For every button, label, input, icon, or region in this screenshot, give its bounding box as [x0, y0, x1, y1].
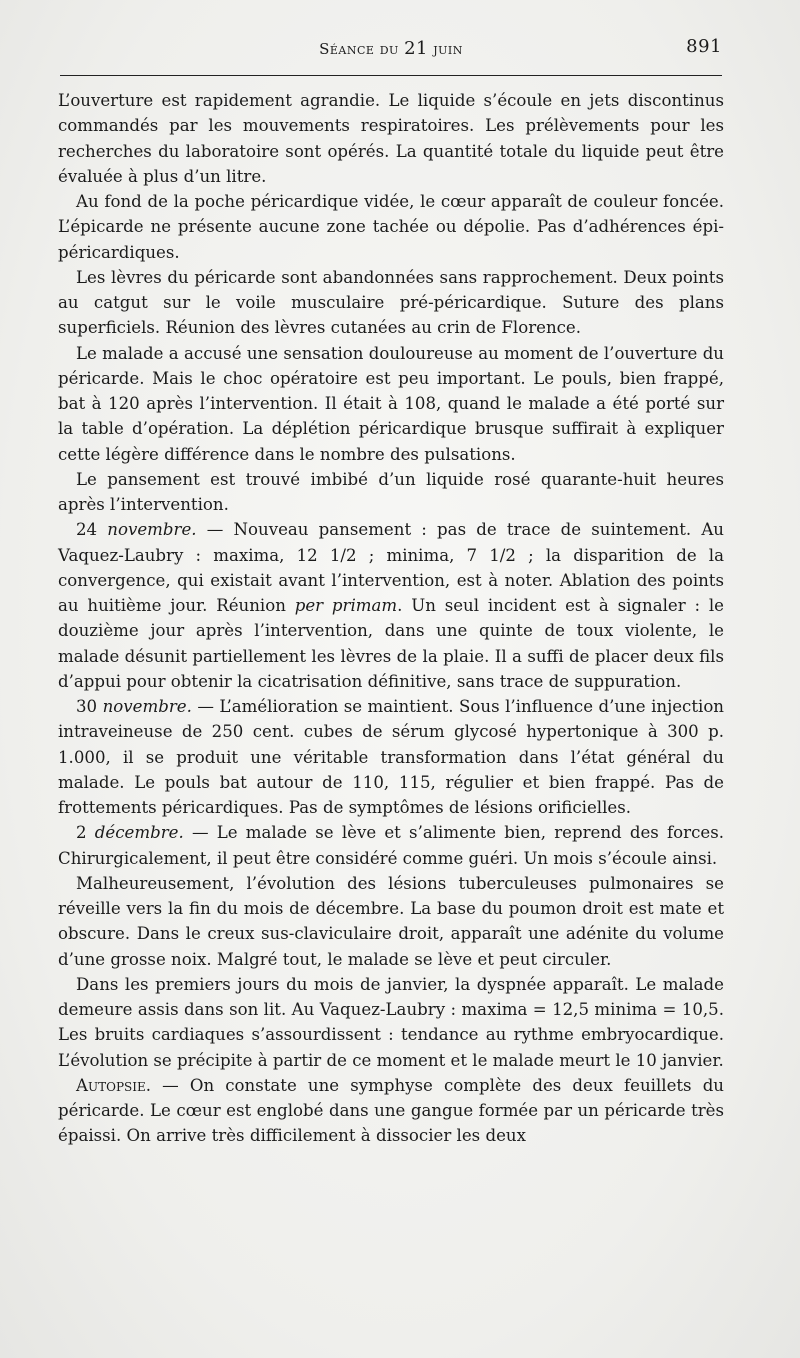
page-number: 891 — [686, 36, 722, 57]
title-month: juin — [427, 40, 463, 58]
text-body — [58, 88, 724, 1149]
entry-date-number: 2 — [76, 823, 95, 843]
title-prefix: Séance du — [319, 40, 405, 58]
entry-date-word: décembre. — [94, 823, 184, 843]
paragraph: Le pansement est trouvé imbibé d’un liquide rosé quarante-huit heures après l’intervention. — [58, 469, 724, 514]
entry-text: — Le malade se lève et s’alimente bien, reprend des forces. Chirurgicalement, il peut être considéré comme guéri. Un mois s’écoule ainsi. — [58, 823, 724, 868]
autopsy-text: — On constate une symphyse complète des deux feuillets du péricarde. Le cœur est englobé dans une gangue formée par un péricarde très épaissi. On arrive très difficilement à dissocier les deux — [58, 1075, 724, 1146]
header-rule — [60, 75, 722, 76]
running-header — [60, 36, 722, 58]
entry-text: — Nouveau pansement : pas de trace de suintement. Au Vaquez-Laubry : maxima, 12 1/2 ; minima, 7 1/2 ; la disparition de la convergence, qui existait avant l’intervention, est à noter. Ablation des points au huitième jour. Réunion — [58, 520, 724, 615]
paragraph: Au fond de la poche péricardique vidée, le cœur apparaît de couleur foncée. L’épicarde ne présente aucune zone tachée ou dépolie. Pas d’adhérences épi-péricardiques. — [58, 192, 724, 262]
dated-entry — [58, 694, 724, 820]
paragraph: Malheureusement, l’évolution des lésions tuberculeuses pulmonaires se réveille vers la fin du mois de décembre. La base du poumon droit est mate et obscure. Dans le creux sus-claviculaire droit, apparaît une adénite du volume d’une grosse noix. Malgré tout, le malade se lève et peut circuler. — [58, 873, 724, 969]
title-day: 21 — [404, 38, 428, 59]
entry-date-number: 30 — [76, 697, 103, 716]
entry-date-number: 24 — [76, 520, 108, 540]
autopsy-label: Autopsie. — [76, 1075, 152, 1095]
entry-date-word: novembre. — [107, 520, 197, 540]
latin-phrase: per primam — [294, 596, 398, 615]
paragraph: Dans les premiers jours du mois de janvier, la dyspnée apparaît. Le malade demeure assis dans son lit. Au Vaquez-Laubry : maxima = 12,5 minima = 10,5. Les bruits cardiaques s’assourdissent : tendance au rythme embryocardique. L’évolution se précipite à partir de ce moment et le malade meurt le 10 janvier. — [58, 974, 724, 1070]
paragraph: Les lèvres du péricarde sont abandonnées sans rapprochement. Deux points au catgut sur le voile musculaire pré-péricardique. Suture des plans superficiels. Réunion des lèvres cutanées au crin de Florence. — [58, 267, 724, 338]
entry-date-word: novembre. — [102, 697, 192, 716]
paragraph: Le malade a accusé une sensation douloureuse au moment de l’ouverture du péricarde. Mais le choc opératoire est peu important. Le pouls, bien frappé, bat à 120 après l’intervention. Il était à 108, quand le malade a été porté sur la table d’opération. La déplétion péricardique brusque suffirait à expliquer cette légère différence dans le nombre des pulsations. — [58, 343, 724, 464]
autopsy-paragraph — [58, 1073, 724, 1149]
paragraph: L’ouverture est rapidement agrandie. Le liquide s’écoule en jets discontinus commandés par les mouvements respiratoires. Les prélèvements pour les recherches du laboratoire sont opérés. La quantité totale du liquide peut être évaluée à plus d’un litre. — [58, 91, 724, 186]
dated-entry — [58, 517, 724, 694]
running-title — [60, 38, 722, 59]
dated-entry — [58, 820, 724, 871]
entry-text: — L’amélioration se maintient. Sous l’influence d’une injection intraveineuse de 250 cent. cubes de sérum glycosé hypertonique à 300 p. 1.000, il se produit une véritable transformation dans l’état général du malade. Le pouls bat autour de 110, 115, régulier et bien frappé. Pas de frottements péricardiques. Pas de symptômes de lésions orificielles. — [58, 697, 724, 817]
entry-text: . Un seul incident est à signaler : le douzième jour après l’intervention, dans une quinte de toux violente, le malade désunit partiellement les lèvres de la plaie. Il a suffi de placer deux fils d’appui pour obtenir la cicatrisation définitive, sans trace de suppuration. — [58, 596, 725, 691]
